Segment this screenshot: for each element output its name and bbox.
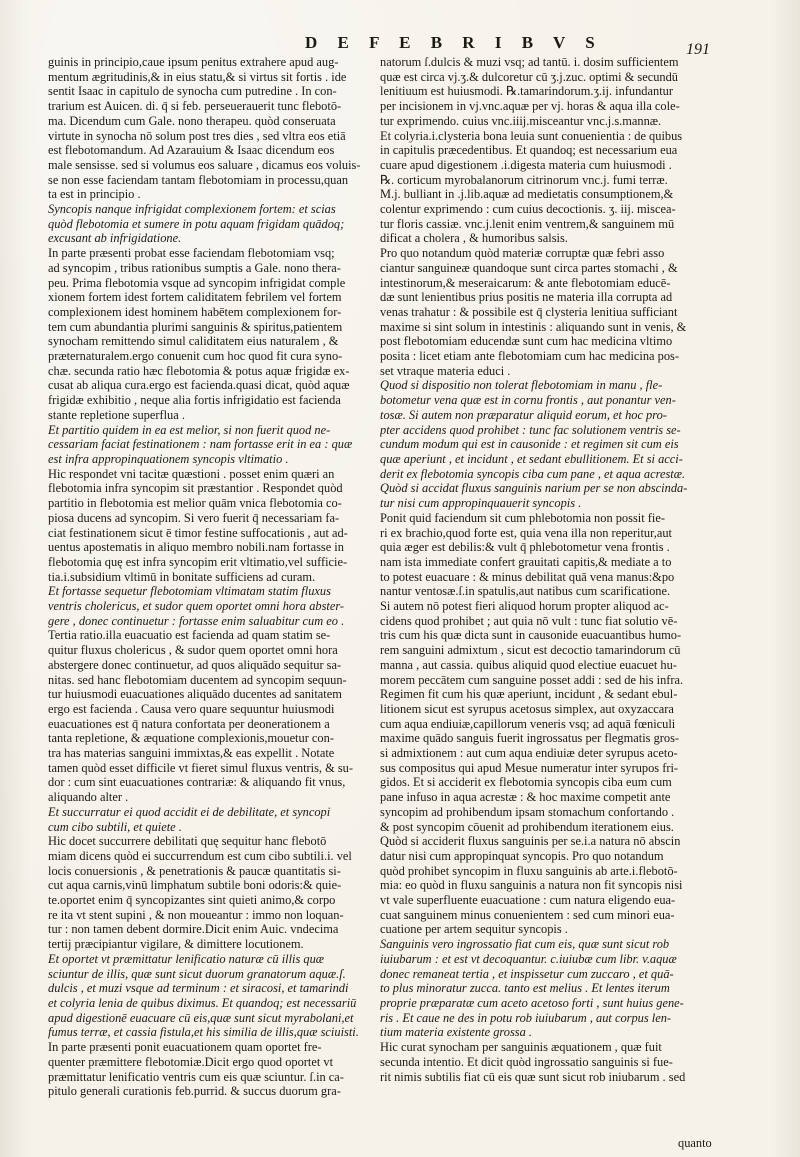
text-line: flebotomia infra syncopim sit præstantior . Respondet quòd <box>48 481 343 496</box>
text-line: Sanguinis vero ingrossatio fiat cum eis, quæ sunt sicut rob <box>380 937 670 952</box>
text-line: flebotomia quę est infra syncopim erit vltimatio,vel sufficie- <box>48 554 348 569</box>
text-line: morem peccātem cum sanguine posset addi : sed de his infra. <box>380 672 684 687</box>
text-line: dor : cum sint euacuationes contrariæ: & aliquando fit vnus, <box>48 775 346 790</box>
text-line: intestinorum,& meseraicarum: & ante flebotomiam educē- <box>380 275 671 290</box>
text-line: cuare apud digestionem .i.digesta materia cum huiusmodi . <box>380 157 672 172</box>
text-line: tertij præcipiantur vigilare, & dimittere locutionem. <box>48 937 304 952</box>
text-line: cessariam faciat festinationem : nam fortasse erit in ea : quæ <box>48 437 353 452</box>
text-line: Hic curat synocham per sanguinis æquationem , quæ fuit <box>380 1040 662 1055</box>
text-line: Et succurratur ei quod accidit ei de debilitate, et syncopi <box>48 804 331 819</box>
text-line: frigidæ exhibitio , neque alia fortis infrigidatio est facienda <box>48 393 341 408</box>
text-line: tosæ. Si autem non præparatur aliquid eorum, et hoc pro- <box>380 407 667 422</box>
text-line: iuiubarum : et est vt decoquantur. c.iuiubæ cum libr. v.aquæ <box>380 951 677 966</box>
text-line: uentus apostematis in aliquo membro nobili.nam fortasse in <box>48 540 344 555</box>
text-line: ad syncopim , tribus rationibus sumptis a Gale. nono thera- <box>48 260 341 275</box>
text-line: M.j. bulliant in .j.lib.aquæ ad medietatis consumptionem,& <box>380 187 674 202</box>
text-line: nantur ventosæ.ſ.in spatulis,aut natibus cum scarificatione. <box>380 584 671 599</box>
text-line: datur nisi cum appropinquat syncopis. Pro quo notandum <box>380 848 664 863</box>
text-line: quia æger est debilis:& vult q̄ phlebotometur vena frontis . <box>380 540 670 555</box>
text-line: donec remaneat tertia , et inspissetur cum zuccaro , et quā- <box>380 966 674 981</box>
text-line: quòd flebotomia et sumere in potu aquam frigidam quādoq; <box>48 216 345 231</box>
text-line: est flebotomandum. Ad Azarauium & Isaac dicendum eos <box>48 143 335 158</box>
text-line: Hic docet succurrere debilitati quę sequitur hanc flebotō <box>48 834 327 849</box>
text-line: guinis in principio,caue ipsum penitus extrahere apud aug- <box>48 55 339 69</box>
text-line: Tertia ratio.illa euacuatio est facienda ad quam statim se- <box>48 628 331 643</box>
text-line: in capitulis præcedentibus. Et quandoq; est necessarium eua <box>380 143 678 158</box>
text-line: dificat a cholera , & humoribus salsis. <box>380 231 568 246</box>
text-line: Quòd si accidat fluxus sanguinis narium per se non abscinda- <box>380 481 688 496</box>
text-line: mia: eo quòd in fluxu sanguinis a natura non fit syncopis nisi <box>380 878 683 893</box>
text-line: quenter præmittere flebotomiæ.Dicit ergo quod oportet vt <box>48 1054 334 1069</box>
text-line: In parte præsenti ponit euacuationem quam oportet fre- <box>48 1040 322 1055</box>
text-line: ergo est facienda . Causa vero quare sequuntur huiusmodi <box>48 701 335 716</box>
text-line: Quod si dispositio non tolerat flebotomiam in manu , fle- <box>380 378 663 393</box>
text-line: pane infuso in aqua acrestæ : & hoc maxime competit ante <box>380 790 671 805</box>
text-line: tia.i.subsidium vltimū in bonitate sufficiens ad curam. <box>48 569 316 584</box>
text-line: Regimen fit cum his quæ aperiunt, incidunt , & sedant ebul- <box>380 687 678 702</box>
text-line: cum cibo subtili, et quiete . <box>48 819 182 834</box>
text-line: tur huiusmodi euacuationes aliquādo ducentes ad sanitatem <box>48 687 342 702</box>
text-line: cut aqua carnis,vinū limphatum subtile boni odoris:& quie- <box>48 878 342 893</box>
text-line: Quòd si acciderit fluxus sanguinis per se.i.a natura nō abscin <box>380 834 681 849</box>
text-line: euacuationes est q̄ natura confortata per deonerationem a <box>48 716 330 731</box>
text-line: colentur exprimendo : cum cuius decoctionis. ʒ. iij. miscea- <box>380 202 676 217</box>
text-line: re ita vt stent supini , & non moueantur : immo non loquan- <box>48 907 344 922</box>
text-line: manna , aut cassia. quibus aliquid quod electiue euacuet hu- <box>380 657 677 672</box>
text-line: cidens quod prohibet ; aut quia nō vult : tunc fiat solutio vē- <box>380 613 678 628</box>
text-line: piosa ducens ad syncopim. Si vero fuerit q̄ necessariam fa- <box>48 510 340 525</box>
text-line: Pro quo notandum quòd materiæ corruptæ quæ febri asso <box>380 246 665 261</box>
text-line: xionem fortem idest fortem caliditatem febrilem vel fortem <box>48 290 342 305</box>
text-line: lenitiuum est huiusmodi. ℞.tamarindorum.ʒ.ij. infundantur <box>380 84 673 99</box>
text-line: pitulo generali curationis feb.purrid. & succus duorum gra- <box>48 1084 341 1099</box>
text-line: sentit Isaac in capitulo de synocha cum putredine . In con- <box>48 84 337 99</box>
text-line: mentum ægritudinis,& in eius statu,& si virtus sit fortis . ide <box>48 69 347 84</box>
text-line: sus compositus qui apud Mesue numeratur inter syrupos fri- <box>380 760 679 775</box>
text-line: to potest euacuare : & minus debilitat quā vena manus:&po <box>380 569 675 584</box>
text-line: natorum ſ.dulcis & muzi vsq; ad tantū. i. dosim sufficientem <box>380 55 679 69</box>
text-line: vt vale superfluente euacuatione : cum natura eligendo eua- <box>380 893 676 908</box>
text-line: derit ex flebotomia syncopis ciba cum pane , et aqua acrestæ. <box>380 466 686 481</box>
text-line: cundum modum qui est in causonide : et regimen sit cum eis <box>380 437 679 452</box>
text-line: Syncopis nanque infrigidat complexionem fortem: et scias <box>48 202 336 217</box>
text-line: virtute in synocha nō solum post tres dies , sed vltra eos etiā <box>48 128 346 143</box>
text-line: maxime quādo sanguis fuerit ingrossatus per flegmatis gros- <box>380 731 680 746</box>
text-line: præternaturalem.ergo conuenit cum hoc quod fit cura syno- <box>48 349 343 364</box>
text-line: tamen quòd esset difficile vt fieret simul fluxus ventris, & su- <box>48 760 354 775</box>
text-line: synocham remittendo simul caliditatem eius naturalem , & <box>48 334 339 349</box>
text-line: cusat ab aliqua cura.ergo est facienda.quasi dicat, quòd aquæ <box>48 378 350 393</box>
text-line: pter accidens quod prohibet : tunc fac solutionem ventris se- <box>380 422 681 437</box>
text-line: tium materia existente grossa . <box>380 1025 532 1040</box>
text-line: ta est in principio . <box>48 187 141 202</box>
catchword: quanto <box>678 1136 712 1150</box>
text-line: est infra appropinquationem syncopis vltimatio . <box>48 451 289 466</box>
text-line: dæ sunt lenientibus prius positis ne materia illa corrupta ad <box>380 290 673 305</box>
text-line: si admixtionem : aut cum aqua endiuiæ deter syrupus aceto- <box>380 746 678 761</box>
text-line: stante repletione superflua . <box>48 407 185 422</box>
text-line: tur : non tamen debent dormire.Dicit enim Auic. vndecima <box>48 922 339 937</box>
text-line: venas trahatur : & possibile est q̄ clysteria lenitiua sufficiant <box>380 304 678 319</box>
text-line: quæ aperiunt , et incidunt , et sedant ebullitionem. Et si acci- <box>380 451 683 466</box>
text-line: Et oportet vt præmittatur lenificatio naturæ cū illis quæ <box>48 951 325 966</box>
text-line: ℞. corticum myrobalanorum citrinorum vnc.j. fumi terræ. <box>380 172 668 187</box>
text-line: Et fortasse sequetur flebotomiam vltimatam statim fluxus <box>48 584 331 599</box>
text-line: præmittatur lenificatio ventris cum eis quæ sciuntur. ſ.in ca- <box>48 1069 344 1084</box>
text-line: tur nisi cum appropinquauerit syncopis . <box>380 496 582 511</box>
text-line: maxime si sint solum in intestinis : aliquando sunt in venis, & <box>380 319 687 334</box>
text-line: secunda intentio. Et dicit quòd ingrossatio sanguinis si fue- <box>380 1054 673 1069</box>
text-line: se non esse faciendam tantam flebotomiam in processu,quan <box>48 172 349 187</box>
text-line: quòd prohibet syncopim in fluxu sanguinis ab arte.i.flebotō- <box>380 863 678 878</box>
text-line: tem cum abundantia plurimi sanguinis & spiritus,patientem <box>48 319 343 334</box>
right-text-column <box>380 55 737 1084</box>
text-line: te.oportet enim q̄ syncopizantes sint quieti animo,& corpo <box>48 893 336 908</box>
text-line: Et colyria.i.clysteria bona leuia sunt conuenientia : de quibus <box>380 128 683 143</box>
text-line: quæ est circa vj.ʒ.& dulcoretur cū ʒ.j.zuc. optimi & secundū <box>380 69 678 84</box>
text-line: ris . Et caue ne des in potu rob iuiubarum , aut corpus len- <box>380 1010 672 1025</box>
text-line: ma. Dicendum cum Gale. nono therapeu. quòd conseruata <box>48 113 336 128</box>
text-line: ciantur sanguineæ quandoque sunt circa partes stomachi , & <box>380 260 678 275</box>
text-line: nam ista immediate confert grauitati capitis,& mediate a to <box>380 554 672 569</box>
left-text-column <box>48 55 388 1099</box>
text-line: apud digestionē euacuare cū eis,quæ sunt sicut myrabolani,et <box>48 1010 354 1025</box>
text-line: gidos. Et si acciderit ex flebotomia syncopis ciba eum cum <box>380 775 672 790</box>
text-line: Ponit quid faciendum sit cum phlebotomia non possit fie- <box>380 510 665 525</box>
text-line: dulcis , et muzi vsque ad terminum : et siracosi, et tamarindi <box>48 981 349 996</box>
text-line: to plus minoratur zucca. tanto est melius . Et lentes iterum <box>380 981 670 996</box>
text-line: posita : licet etiam ante flebotomiam cum hac medicina pos- <box>380 349 679 364</box>
text-line: set vtraque materia educi . <box>380 363 511 378</box>
text-line: & post syncopim cōuenit ad prohibendum iterationem eius. <box>380 819 674 834</box>
text-line: post flebotomiam educendæ sunt cum hac medicina vltimo <box>380 334 673 349</box>
text-line: tur floris cassiæ. vnc.j.lenit enim ventrem,& sanguinem mū <box>380 216 675 231</box>
text-line: tra has materias sanguini immixtas,& eas expellit . Notate <box>48 746 335 761</box>
text-line: peu. Prima flebotomia vsque ad syncopim infrigidat comple <box>48 275 346 290</box>
text-line: syncopim ad prohibendum ipsam stomachum confortando . <box>380 804 675 819</box>
text-line: excusant ab infrigidatione. <box>48 231 182 246</box>
text-line: trarium est Auicen. di. q̄ si feb. perseuerauerit tunc flebotō- <box>48 99 342 114</box>
text-line: nitas. sed hanc flebotomiam ducentem ad syncopim sequun- <box>48 672 347 687</box>
text-line: complexionem idest hominem habētem complexionem for- <box>48 304 342 319</box>
text-line: et colyria lenia de quibus diximus. Et quandoq; est necessariū <box>48 996 357 1010</box>
text-line: quitur fluxus cholericus , & sudor quem oportet omni hora <box>48 643 338 658</box>
text-line: ventris cholericus, et sudor quem oportet omni hora abster- <box>48 599 345 614</box>
text-line: aliquando alter . <box>48 790 129 805</box>
text-line: miam dicens quòd ei succurrendum est cum cibo subtili.i. vel <box>48 848 352 863</box>
text-line: male sensisse. sed si volumus eos saluare , dicamus eos voluis- <box>48 157 361 172</box>
text-line: tur exprimendo. cuius vnc.iiij.misceantur vnc.j.s.mannæ. <box>380 113 662 128</box>
text-line: cuat sanguinem minus conuenientem : sed cum minori eua- <box>380 907 675 922</box>
running-title: D E F E B R I B V S <box>305 33 603 52</box>
text-line: tris cum his quæ dicta sunt in causonide euacuantibus humo- <box>380 628 682 643</box>
text-line: abstergere donec continuetur, ad quos aliquādo sequitur sa- <box>48 657 342 672</box>
text-line: cum aqua endiuiæ,capillorum veneris vsq; ad aquā fœniculi <box>380 716 676 731</box>
text-line: botometur vena quæ est in cornu frontis , aut ponantur ven- <box>380 393 676 408</box>
text-line: proprie præparatæ cum aceto acetoso forti , sunt huius gene- <box>380 996 684 1010</box>
text-line: tanta repletione, & æquatione complexionis,mouetur con- <box>48 731 334 746</box>
text-line: rit nimis subtilis fiat cū eis quæ sunt sicut rob iniubarum . sed <box>380 1069 686 1084</box>
text-line: cuatione per artem sequitur syncopis . <box>380 922 568 937</box>
text-line: Hic respondet vni tacitæ quæstioni . posset enim quæri an <box>48 466 335 481</box>
text-line: fumus terræ, et cassia fistula,et his similia de illis,quæ sciuisti. <box>48 1025 359 1040</box>
text-line: ri ex brachio,quod forte est, quia vena illa non reperitur,aut <box>380 525 672 540</box>
page-number: 191 <box>686 41 710 58</box>
text-line: chæ. secunda ratio hæc flebotomia & potus aquæ frigidæ ex- <box>48 363 350 378</box>
text-line: per incisionem in vj.vnc.aquæ per vj. horas & aqua illa cole- <box>380 99 680 114</box>
text-line: In parte præsenti probat esse faciendam flebotomiam vsq; <box>48 246 335 261</box>
text-line: litionem sicut est syrupus acetosus simplex, aut oxyzaccara <box>380 701 674 716</box>
text-line: partitio in flebotomia est melior quām vnica flebotomia co- <box>48 496 342 511</box>
text-line: Et partitio quidem in ea est melior, si non fuerit quod ne- <box>48 422 331 437</box>
text-line: rem sanguini admixtum , sicut est decoctio tamarindorum cū <box>380 643 681 658</box>
text-line: locis conuersionis , & penetrationis & paucæ quantitatis si- <box>48 863 341 878</box>
text-line: sciuntur de illis, quæ sunt sicut duorum granatorum aquæ.ſ. <box>48 966 346 981</box>
text-line: ciat festinationem sicut ē timor festine suffocationis , aut ad- <box>48 525 348 540</box>
text-line: gere , donec continuetur : fortasse enim saluabitur cum eo . <box>48 613 345 628</box>
text-line: Si autem nō potest fieri aliquod horum propter aliquod ac- <box>380 599 669 614</box>
